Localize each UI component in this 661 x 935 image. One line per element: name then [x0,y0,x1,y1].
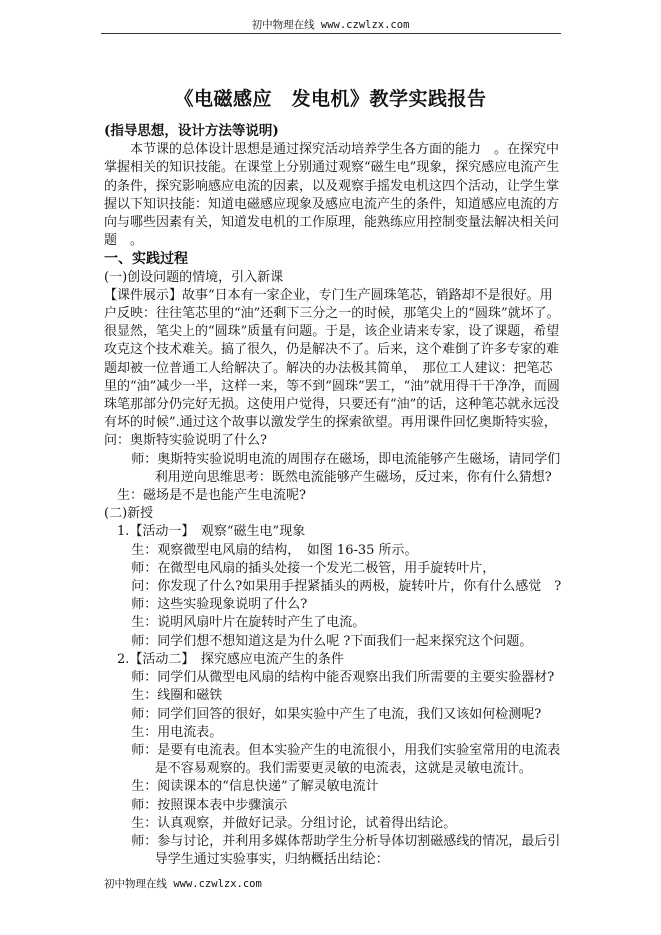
dialogue-line: 师：同学们回答的很好，如果实验中产生了电流，我们又该如何检测呢? [131,706,542,722]
dialogue-line: 师：同学们想不想知道这是为什么呢 ?下面我们一起来探究这个问题。 [131,633,533,649]
teacher-line: 师：奥斯特实验说明电流的周围存在磁场，即电流能够产生磁场，请同学们利用逆向思维思考：既然电流能够产生磁场，反过来，你有什么猜想? [131,451,561,485]
dialogue-line: 师：在微型电风扇的插头处接一个发光二极管，用手旋转叶片， [131,560,496,576]
activity-1-title: 1.【活动一】 观察“磁生电”现象 [117,524,306,540]
dialogue-line: 师：参与讨论，并利用多媒体帮助学生分析导体切割磁感线的情况，最后引导学生通过实验事实，归纳概括出结论： [131,833,561,868]
document-body [104,122,562,869]
dialogue-line: 生：线圈和磁铁 [131,688,223,704]
subsection-2: (二)新授 [104,506,154,522]
dialogue-line: 生：说明风扇叶片在旋转时产生了电流。 [131,615,366,631]
dialogue-line: 师：同学们从微型电风扇的结构中能否观察出我们所需要的主要实验器材? [131,670,555,686]
guide-heading: (指导思想，设计方法等说明) [104,123,279,139]
dialogue-line: 师：这些实验现象说明了什么? [131,597,308,613]
dialogue-line: 生：观察微型电风扇的结构， 如图 16-35 所示。 [131,542,418,558]
dialogue-line: 生：用电流表。 [131,724,223,740]
guide-paragraph: 本节课的总体设计思想是通过探究活动培养学生各方面的能力 。在探究中掌握相关的知识技能。在课堂上分别通过观察“磁生电”现象，探究感应电流产生的条件，探究影响感应电流的因素，以及观察手摇发电机这四个活动，让学生掌握以下知识技能：知道电磁感应现象及感应电流产生的条件，知道感应电流的方向与哪些因素有关，知道发电机的工作原理，能熟练应用控制变量法解决相关问题 。 [104,142,560,249]
story-paragraph: 【课件展示】故事“日本有一家企业，专门生产圆珠笔芯，销路却不是很好。用户反映：往往笔芯里的“油”还剩下三分之一的时候，那笔尖上的“圆珠”就坏了。很显然，笔尖上的“圆珠”质量有问题。于是，该企业请来专家，设了课题，希望攻克这个技术难关。搞了很久，仍是解决不了。后来，这个难倒了许多专家的难题却被一位普通工人给解决了。解决的办法极其简单， 那位工人建议：把笔芯里的“油”减少一半，这样一来，等不到“圆珠”罢工，“油”就用得干干净净，而圆珠笔那部分仍完好无损。这使用户觉得，只要还有“油”的话，这种笔芯就永远没有坏的时候”.通过这个故事以激发学生的探索欲望。再用课件回忆奥斯特实验，问：奥斯特实验说明了什么? [104,287,560,449]
dialogue-line: 师：是要有电流表。但本实验产生的电流很小，用我们实验室常用的电流表是不容易观察的。我们需要更灵敏的电流表，这就是灵敏电流计。 [131,742,561,777]
page-footer: 初中物理在线 www.czwlzx.com [104,878,262,890]
document-title: 《电磁感应 发电机》教学实践报告 [174,88,487,110]
header-rule [101,33,561,34]
dialogue-line: 师：按照课本表中步骤演示 [131,797,288,813]
section-heading-practice: 一、实践过程 [104,251,188,268]
dialogue-line: 生：认真观察，并做好记录。分组讨论，试着得出结论。 [131,815,457,831]
subsection-1: (一)创设问题的情境，引入新课 [104,269,284,285]
dialogue-line: 问：你发现了什么?如果用手捏紧插头的两极，旋转叶片，你有什么感觉 ? [131,579,562,595]
page-header: 初中物理在线 www.czwlzx.com [251,19,410,31]
student-line: 生：磁场是不是也能产生电流呢? [117,488,306,504]
dialogue-line: 生：阅读课本的“信息快递”了解灵敏电流计 [131,779,379,795]
activity-2-title: 2.【活动二】 探究感应电流产生的条件 [117,651,344,667]
